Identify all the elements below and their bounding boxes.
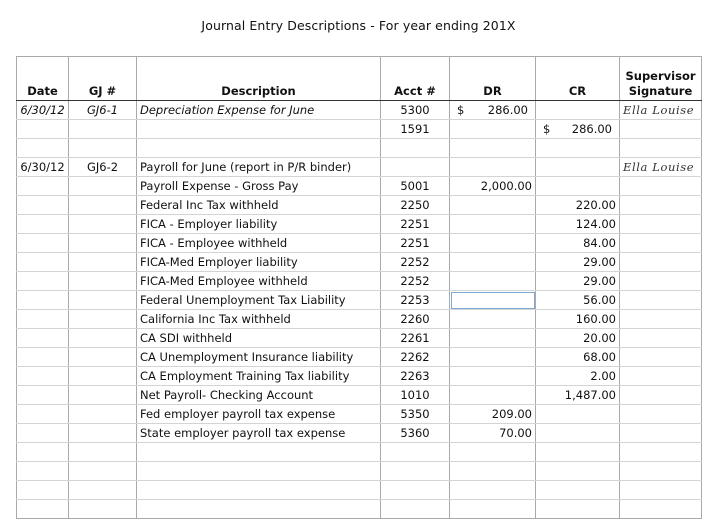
- cell-gj[interactable]: [69, 120, 137, 139]
- sheet-title: Journal Entry Descriptions - For year ending 201X: [201, 18, 516, 33]
- cell-supervisor-signature[interactable]: [620, 481, 702, 500]
- cell-gj[interactable]: [69, 481, 137, 500]
- cell-acct[interactable]: 2251: [381, 234, 450, 253]
- cell-gj[interactable]: [69, 253, 137, 272]
- header-row: [17, 57, 702, 101]
- cell-dr[interactable]: [450, 500, 536, 519]
- cell-description[interactable]: [137, 139, 381, 158]
- table-row: [17, 139, 702, 158]
- cell-dr[interactable]: 2,000.00: [450, 177, 536, 196]
- cell-gj[interactable]: [69, 234, 137, 253]
- header-dr[interactable]: DR: [450, 57, 536, 101]
- cell-cr[interactable]: [536, 405, 620, 424]
- cell-description[interactable]: Fed employer payroll tax expense: [137, 405, 381, 424]
- header-acct[interactable]: Acct #: [381, 57, 450, 101]
- table-row: [17, 215, 702, 234]
- table-row: [17, 405, 702, 424]
- cr-currency-symbol: $: [543, 122, 551, 136]
- cell-cr[interactable]: 68.00: [536, 348, 620, 367]
- cell-gj[interactable]: [69, 386, 137, 405]
- cell-description[interactable]: California Inc Tax withheld: [137, 310, 381, 329]
- cell-acct[interactable]: 5360: [381, 424, 450, 443]
- cell-cr[interactable]: [536, 101, 620, 120]
- cell-supervisor-signature[interactable]: Ella Louise: [620, 158, 702, 177]
- header-supervisor-line2: Signature: [628, 84, 693, 98]
- cell-cr[interactable]: 56.00: [536, 291, 620, 310]
- table-row: [17, 272, 702, 291]
- cell-gj[interactable]: [69, 215, 137, 234]
- cell-cr[interactable]: [536, 139, 620, 158]
- cell-dr[interactable]: [450, 101, 536, 120]
- table-row: [17, 158, 702, 177]
- cell-supervisor-signature[interactable]: [620, 310, 702, 329]
- cell-gj[interactable]: [69, 291, 137, 310]
- cell-description[interactable]: CA SDI withheld: [137, 329, 381, 348]
- cell-supervisor-signature[interactable]: [620, 215, 702, 234]
- cell-cr[interactable]: [536, 158, 620, 177]
- cell-date[interactable]: [17, 234, 69, 253]
- cell-date[interactable]: [17, 120, 69, 139]
- table-row: [17, 462, 702, 481]
- cell-date[interactable]: [17, 481, 69, 500]
- cell-cr[interactable]: [536, 443, 620, 462]
- cell-description[interactable]: State employer payroll tax expense: [137, 424, 381, 443]
- cell-description[interactable]: [137, 481, 381, 500]
- cr-amount: 286.00: [571, 122, 612, 136]
- cell-acct[interactable]: [381, 462, 450, 481]
- cell-supervisor-signature[interactable]: [620, 500, 702, 519]
- cell-dr[interactable]: [450, 348, 536, 367]
- cell-acct[interactable]: 2263: [381, 367, 450, 386]
- journal-entry-table: [16, 56, 702, 519]
- cell-acct[interactable]: [381, 158, 450, 177]
- cell-supervisor-signature[interactable]: [620, 120, 702, 139]
- cell-gj[interactable]: [69, 139, 137, 158]
- table-row: [17, 367, 702, 386]
- cell-acct[interactable]: 2250: [381, 196, 450, 215]
- cell-cr[interactable]: 29.00: [536, 272, 620, 291]
- cell-dr[interactable]: 70.00: [450, 424, 536, 443]
- cell-date[interactable]: [17, 348, 69, 367]
- cell-dr[interactable]: [450, 139, 536, 158]
- cell-dr[interactable]: [450, 158, 536, 177]
- cell-acct[interactable]: 2251: [381, 215, 450, 234]
- cell-dr[interactable]: [450, 120, 536, 139]
- table-row: [17, 443, 702, 462]
- cell-gj[interactable]: [69, 177, 137, 196]
- cell-dr[interactable]: [450, 291, 536, 310]
- cell-cr[interactable]: 2.00: [536, 367, 620, 386]
- cell-acct[interactable]: 5001: [381, 177, 450, 196]
- cell-supervisor-signature[interactable]: [620, 329, 702, 348]
- table-row: [17, 481, 702, 500]
- cell-cr[interactable]: 124.00: [536, 215, 620, 234]
- cell-acct[interactable]: [381, 443, 450, 462]
- dr-amount: 286.00: [487, 103, 528, 117]
- table-row: [17, 500, 702, 519]
- cell-cr[interactable]: [536, 120, 620, 139]
- cell-supervisor-signature[interactable]: [620, 462, 702, 481]
- table-row: [17, 177, 702, 196]
- header-supervisor-line1: Supervisor: [625, 69, 696, 83]
- cell-cr[interactable]: 20.00: [536, 329, 620, 348]
- cell-gj[interactable]: [69, 310, 137, 329]
- cell-cr[interactable]: [536, 481, 620, 500]
- table-row: [17, 386, 702, 405]
- cell-acct[interactable]: 2252: [381, 272, 450, 291]
- cell-description[interactable]: Federal Inc Tax withheld: [137, 196, 381, 215]
- cell-dr[interactable]: [450, 367, 536, 386]
- cell-description[interactable]: Net Payroll- Checking Account: [137, 386, 381, 405]
- cell-description[interactable]: [137, 120, 381, 139]
- cell-date[interactable]: [17, 177, 69, 196]
- header-description[interactable]: Description: [137, 57, 381, 101]
- cell-cr[interactable]: [536, 462, 620, 481]
- cell-supervisor-signature[interactable]: [620, 405, 702, 424]
- cell-acct[interactable]: [381, 139, 450, 158]
- cell-description[interactable]: CA Employment Training Tax liability: [137, 367, 381, 386]
- cell-description[interactable]: FICA-Med Employee withheld: [137, 272, 381, 291]
- cell-description[interactable]: FICA - Employer liability: [137, 215, 381, 234]
- cell-gj[interactable]: GJ6-1: [69, 101, 137, 120]
- cell-acct[interactable]: 1591: [381, 120, 450, 139]
- cell-date[interactable]: 6/30/12: [17, 101, 69, 120]
- dr-currency-symbol: $: [457, 103, 465, 117]
- cell-description[interactable]: Depreciation Expense for June: [137, 101, 381, 120]
- cell-description[interactable]: [137, 462, 381, 481]
- header-date[interactable]: Date: [17, 57, 69, 101]
- cell-gj[interactable]: [69, 462, 137, 481]
- cell-gj[interactable]: [69, 367, 137, 386]
- cell-acct[interactable]: 5350: [381, 405, 450, 424]
- cell-supervisor-signature[interactable]: [620, 348, 702, 367]
- cell-date[interactable]: [17, 215, 69, 234]
- cell-gj[interactable]: [69, 196, 137, 215]
- cell-acct[interactable]: [381, 500, 450, 519]
- table-row: [17, 329, 702, 348]
- cell-gj[interactable]: GJ6-2: [69, 158, 137, 177]
- cell-acct[interactable]: 2253: [381, 291, 450, 310]
- cell-acct[interactable]: 1010: [381, 386, 450, 405]
- cell-date[interactable]: [17, 443, 69, 462]
- cell-date[interactable]: [17, 310, 69, 329]
- cell-description[interactable]: FICA - Employee withheld: [137, 234, 381, 253]
- cell-dr[interactable]: [450, 215, 536, 234]
- cell-cr[interactable]: 160.00: [536, 310, 620, 329]
- cell-date[interactable]: [17, 253, 69, 272]
- cell-date[interactable]: [17, 329, 69, 348]
- cell-dr[interactable]: [450, 196, 536, 215]
- cell-acct[interactable]: [381, 481, 450, 500]
- table-row: [17, 196, 702, 215]
- cell-dr[interactable]: [450, 272, 536, 291]
- cell-date[interactable]: [17, 196, 69, 215]
- table-row: [17, 234, 702, 253]
- cell-gj[interactable]: [69, 405, 137, 424]
- cell-cr[interactable]: 84.00: [536, 234, 620, 253]
- cell-supervisor-signature[interactable]: [620, 253, 702, 272]
- cell-gj[interactable]: [69, 500, 137, 519]
- cell-gj[interactable]: [69, 424, 137, 443]
- cell-cr[interactable]: 1,487.00: [536, 386, 620, 405]
- cell-description[interactable]: Federal Unemployment Tax Liability: [137, 291, 381, 310]
- cell-gj[interactable]: [69, 329, 137, 348]
- cell-dr[interactable]: [450, 481, 536, 500]
- cell-acct[interactable]: 2262: [381, 348, 450, 367]
- header-supervisor-signature[interactable]: [620, 57, 702, 101]
- table-row: [17, 291, 702, 310]
- cell-supervisor-signature[interactable]: [620, 234, 702, 253]
- cell-supervisor-signature[interactable]: [620, 367, 702, 386]
- cell-date[interactable]: 6/30/12: [17, 158, 69, 177]
- table-row: [17, 424, 702, 443]
- cell-dr[interactable]: 209.00: [450, 405, 536, 424]
- cell-description[interactable]: FICA-Med Employer liability: [137, 253, 381, 272]
- cell-supervisor-signature[interactable]: [620, 139, 702, 158]
- cell-acct[interactable]: 2260: [381, 310, 450, 329]
- cell-cr[interactable]: [536, 177, 620, 196]
- cell-supervisor-signature[interactable]: [620, 386, 702, 405]
- table-row: [17, 310, 702, 329]
- cell-date[interactable]: [17, 462, 69, 481]
- cell-gj[interactable]: [69, 443, 137, 462]
- cell-dr[interactable]: [450, 234, 536, 253]
- cell-date[interactable]: [17, 500, 69, 519]
- cell-date[interactable]: [17, 405, 69, 424]
- cell-date[interactable]: [17, 424, 69, 443]
- cell-dr[interactable]: [450, 386, 536, 405]
- cell-supervisor-signature[interactable]: Ella Louise: [620, 101, 702, 120]
- cell-cr[interactable]: 29.00: [536, 253, 620, 272]
- cell-date[interactable]: [17, 291, 69, 310]
- cell-date[interactable]: [17, 272, 69, 291]
- table-row: [17, 120, 702, 139]
- cell-dr[interactable]: [450, 253, 536, 272]
- cell-description[interactable]: [137, 500, 381, 519]
- table-row: [17, 348, 702, 367]
- cell-dr[interactable]: [450, 329, 536, 348]
- table-row: [17, 253, 702, 272]
- cell-cr[interactable]: [536, 500, 620, 519]
- cell-gj[interactable]: [69, 348, 137, 367]
- cell-supervisor-signature[interactable]: [620, 424, 702, 443]
- cell-cr[interactable]: [536, 424, 620, 443]
- cell-acct[interactable]: 2252: [381, 253, 450, 272]
- cell-acct[interactable]: 5300: [381, 101, 450, 120]
- cell-cr[interactable]: 220.00: [536, 196, 620, 215]
- cell-acct[interactable]: 2261: [381, 329, 450, 348]
- header-cr[interactable]: CR: [536, 57, 620, 101]
- cell-supervisor-signature[interactable]: [620, 291, 702, 310]
- cell-dr[interactable]: [450, 462, 536, 481]
- cell-supervisor-signature[interactable]: [620, 443, 702, 462]
- cell-description[interactable]: Payroll Expense - Gross Pay: [137, 177, 381, 196]
- cell-description[interactable]: Payroll for June (report in P/R binder): [137, 158, 381, 177]
- header-gj[interactable]: GJ #: [69, 57, 137, 101]
- cell-date[interactable]: [17, 386, 69, 405]
- cell-gj[interactable]: [69, 272, 137, 291]
- table-row: [17, 101, 702, 120]
- cell-date[interactable]: [17, 139, 69, 158]
- cell-description[interactable]: [137, 443, 381, 462]
- cell-supervisor-signature[interactable]: [620, 196, 702, 215]
- cell-date[interactable]: [17, 367, 69, 386]
- cell-supervisor-signature[interactable]: [620, 177, 702, 196]
- cell-supervisor-signature[interactable]: [620, 272, 702, 291]
- cell-dr[interactable]: [450, 310, 536, 329]
- cell-description[interactable]: CA Unemployment Insurance liability: [137, 348, 381, 367]
- cell-dr[interactable]: [450, 443, 536, 462]
